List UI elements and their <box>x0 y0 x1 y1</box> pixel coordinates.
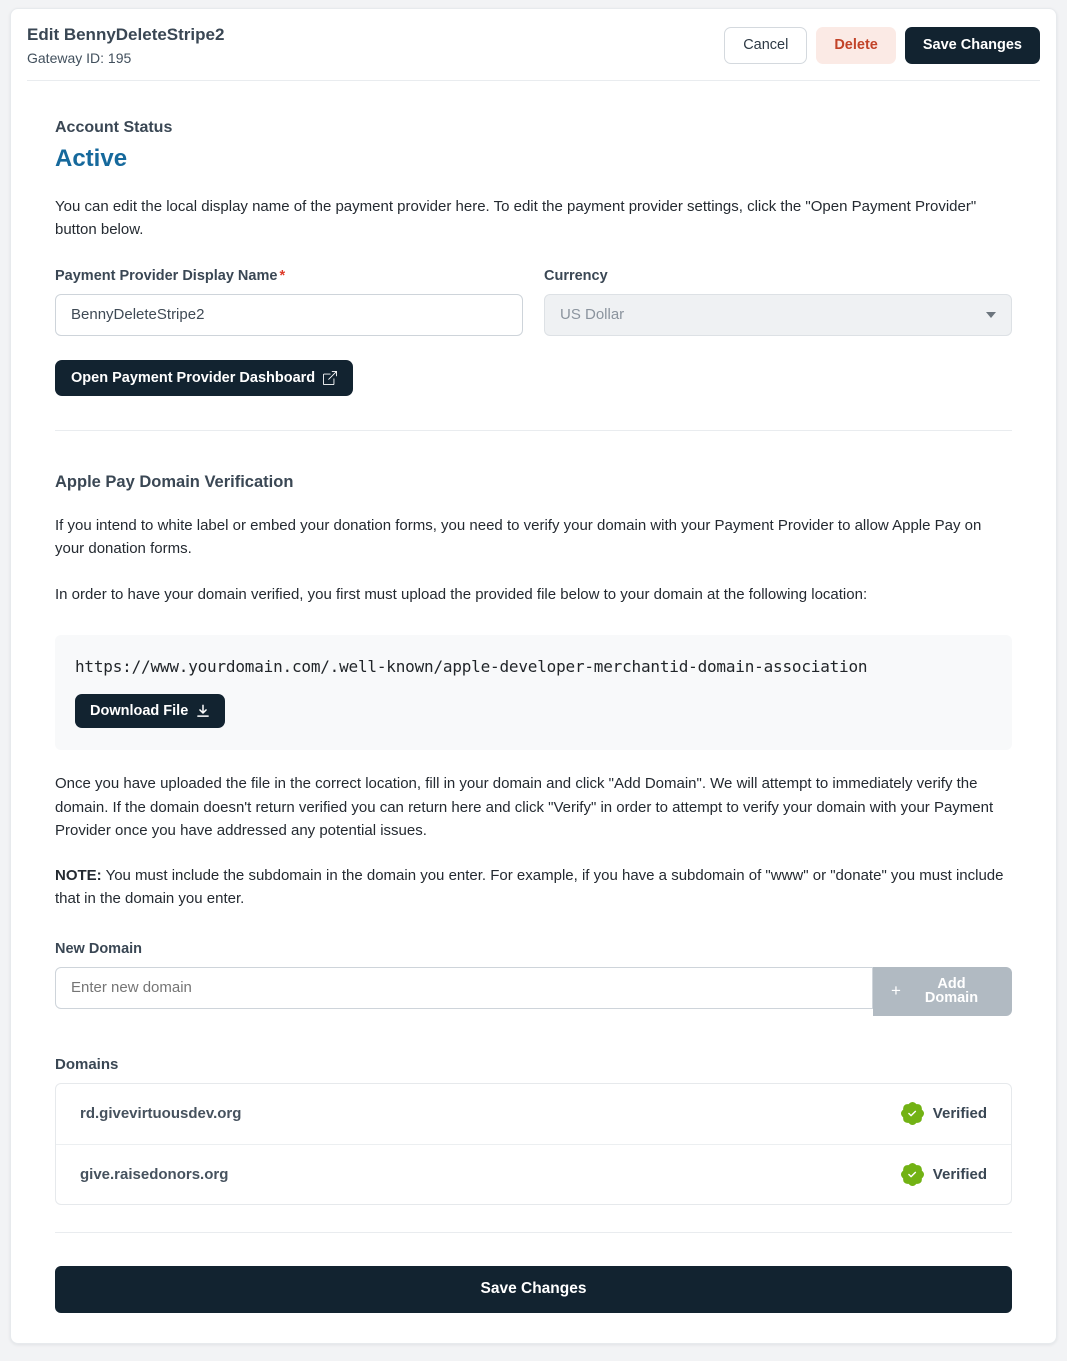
post-upload-instructions: Once you have uploaded the file in the correct location, fill in your domain and click "Add Domain". We will attempt to immediately verify the domain. If the domain doesn't return verified you can return here and click "Verify" in order to attempt to verify your domain with your Payment Provider once you have addressed any potential issues. <box>55 775 994 839</box>
header-titles <box>27 25 224 66</box>
verified-label: Verified <box>932 1165 987 1183</box>
domain-status <box>901 1163 987 1186</box>
required-asterisk: * <box>279 267 286 284</box>
download-file-label: Download File <box>90 702 189 719</box>
save-changes-button-bottom[interactable]: Save Changes <box>55 1266 1012 1313</box>
gateway-id: Gateway ID: 195 <box>27 50 132 66</box>
domain-row <box>56 1084 1011 1144</box>
currency-field-group <box>544 268 1012 336</box>
domain-name: rd.givevirtuousdev.org <box>80 1105 242 1122</box>
account-status-value: Active <box>55 145 128 172</box>
card-header <box>11 9 1056 80</box>
header-actions <box>724 27 1040 64</box>
new-domain-label: New Domain <box>55 940 143 957</box>
save-changes-button-top[interactable]: Save Changes <box>905 27 1040 64</box>
display-name-label <box>55 268 523 284</box>
display-name-label-text: Payment Provider Display Name <box>55 267 278 284</box>
verified-label: Verified <box>932 1105 987 1122</box>
domain-status <box>901 1102 987 1125</box>
card-body <box>11 81 1056 1343</box>
cancel-button[interactable]: Cancel <box>724 27 807 64</box>
new-domain-input-group <box>55 967 1012 1016</box>
open-dashboard-label: Open Payment Provider Dashboard <box>71 369 316 386</box>
download-file-button[interactable] <box>75 694 225 729</box>
open-dashboard-button[interactable] <box>55 360 353 397</box>
apple-pay-heading: Apple Pay Domain Verification <box>55 473 294 491</box>
note-text: You must include the subdomain in the domain you enter. For example, if you have a subdomain of "www" or "donate" you must include that in the domain you enter. <box>55 867 1004 908</box>
currency-select <box>544 294 1012 336</box>
verified-badge-icon <box>901 1102 924 1125</box>
domains-label: Domains <box>55 1055 119 1073</box>
apple-pay-intro: If you intend to white label or embed your donation forms, you need to verify your domain with your Payment Provider to allow Apple Pay on your donation forms. <box>55 517 982 558</box>
verified-badge-icon <box>901 1163 924 1186</box>
note-paragraph <box>55 864 1012 911</box>
account-status-label: Account Status <box>55 119 173 136</box>
download-icon <box>196 704 210 718</box>
add-domain-label: Add Domain <box>924 975 979 1006</box>
currency-label: Currency <box>544 267 608 284</box>
domain-row <box>56 1144 1011 1204</box>
display-name-field-group <box>55 268 523 336</box>
external-link-icon <box>323 371 337 385</box>
new-domain-input[interactable] <box>55 967 873 1009</box>
currency-value: US Dollar <box>560 306 625 323</box>
footer-divider <box>55 1232 1012 1233</box>
provider-description: You can edit the local display name of the payment provider here. To edit the payment provider settings, click the "Open Payment Provider" button below. <box>55 198 977 239</box>
file-location-url: https://www.yourdomain.com/.well-known/apple-developer-merchantid-domain-association <box>75 656 868 676</box>
provider-form-row <box>55 268 1012 336</box>
display-name-input[interactable] <box>55 294 523 336</box>
domains-list <box>55 1083 1012 1205</box>
chevron-down-icon <box>986 312 996 318</box>
page-title: Edit BennyDeleteStripe2 <box>27 25 225 44</box>
file-location-block <box>55 635 1012 751</box>
note-label: NOTE: <box>55 867 102 884</box>
domain-name: give.raisedonors.org <box>80 1165 229 1183</box>
delete-button[interactable]: Delete <box>816 27 896 64</box>
section-divider <box>55 430 1012 431</box>
add-domain-button[interactable]: + Add Domain <box>873 967 1012 1016</box>
gateway-edit-card <box>10 8 1057 1344</box>
upload-instruction: In order to have your domain verified, you first must upload the provided file below to your domain at the following location: <box>55 585 868 603</box>
